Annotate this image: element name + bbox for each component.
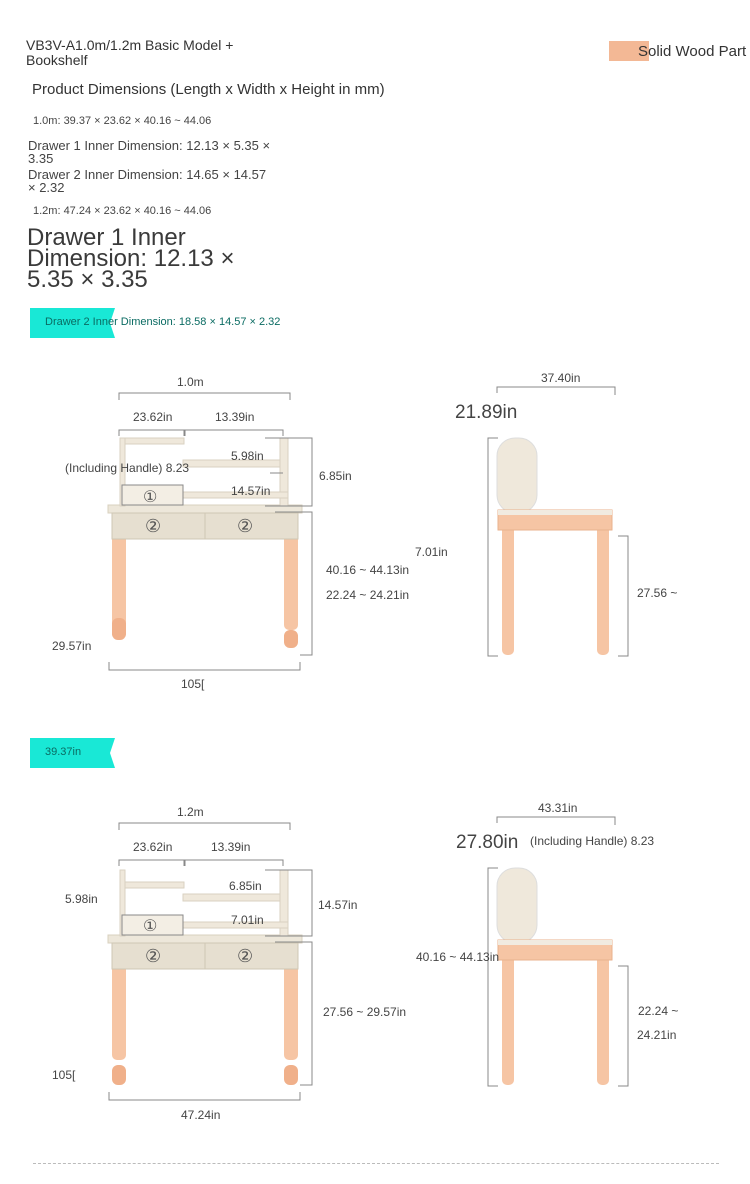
drawer1-dimension-large: Drawer 1 Inner Dimension: 12.13 × 5.35 × 3.35 <box>27 224 235 293</box>
product-title: VB3V-A1.0m/1.2m Basic Model + Bookshelf <box>26 37 234 68</box>
spec-line-12m: 1.2m: 47.24 × 23.62 × 40.16 ~ 44.06 <box>33 205 212 217</box>
desk-front-view-12m <box>108 823 312 1100</box>
side-big-label: 21.89in <box>455 402 518 423</box>
size-tag-label: 39.37in <box>45 746 82 758</box>
shelf-height-label-2: 14.57in <box>231 484 271 498</box>
side-depth-label: 37.40in <box>541 371 581 385</box>
drawer-1-marker: ① <box>143 489 158 506</box>
drawer-2-marker-right-2: ② <box>237 946 254 966</box>
drawer2-dimension: Drawer 2 Inner Dimension: 14.65 × 14.57 × 2.32 <box>28 167 267 195</box>
width-12m-label: 1.2m <box>177 805 204 819</box>
side-left-label: 7.01in <box>415 545 448 559</box>
width-1m-label: 1.0m <box>177 375 204 389</box>
desk-side-view-12m <box>488 817 628 1086</box>
left-small-label: 5.98in <box>65 892 98 906</box>
desk-front-view-1m <box>108 393 312 670</box>
solid-wood-label: Solid Wood Part <box>638 43 747 60</box>
drawer-1-marker-2: ① <box>143 918 158 935</box>
shelf-height-label: 5.98in <box>231 449 264 463</box>
drawer-2-marker-right: ② <box>237 516 254 536</box>
bottom-width-label: 105[ <box>181 677 205 691</box>
drawer2-tag-label: Drawer 2 Inner Dimension: 18.58 × 14.57 × 2.32 <box>45 316 281 328</box>
left-bottom-label: 29.57in <box>52 639 92 653</box>
side-left-label-2: 40.16 ~ 44.13in <box>416 950 500 964</box>
dimensions-heading: Product Dimensions (Length x Width x Height in mm) <box>32 81 385 98</box>
desk-side-view-1m <box>488 387 628 656</box>
size-tag <box>30 738 130 768</box>
handle-label: (Including Handle) 8.23 <box>65 461 190 475</box>
side-depth-label-2: 43.31in <box>538 801 578 815</box>
drawer1-dimension: Drawer 1 Inner Dimension: 12.13 × 5.35 × 3.35 <box>28 138 271 166</box>
drawer-2-marker-left: ② <box>145 516 162 536</box>
side-right-label-2b: 24.21in <box>637 1028 677 1042</box>
side-handle-label-2: (Including Handle) 8.23 <box>530 834 655 848</box>
diagram-1m <box>0 360 750 690</box>
side-big-label-2: 27.80in <box>456 832 519 853</box>
left-width-label: 23.62in <box>133 410 173 424</box>
bottom-divider <box>33 1163 719 1164</box>
leg-range-label: 22.24 ~ 24.21in <box>326 588 410 602</box>
side-right-label: 27.56 ~ <box>637 586 678 600</box>
side-right-label-2a: 22.24 ~ <box>638 1004 679 1018</box>
shelf-height-label-3: 6.85in <box>229 879 262 893</box>
right-width-label-2: 13.39in <box>211 840 251 854</box>
spec-line-1m: 1.0m: 39.37 × 23.62 × 40.16 ~ 44.06 <box>33 115 212 127</box>
side-height-label-2: 14.57in <box>318 898 358 912</box>
shelf-height-label-4: 7.01in <box>231 913 264 927</box>
left-bottom-label-2: 105[ <box>52 1068 76 1082</box>
right-width-label: 13.39in <box>215 410 255 424</box>
drawer2-tag <box>30 308 310 338</box>
height-range-label: 40.16 ~ 44.13in <box>326 563 410 577</box>
height-range-label-2: 27.56 ~ 29.57in <box>323 1005 407 1019</box>
drawer-2-marker-left-2: ② <box>145 946 162 966</box>
side-height-label: 6.85in <box>319 469 352 483</box>
left-width-label-2: 23.62in <box>133 840 173 854</box>
bottom-width-label-2: 47.24in <box>181 1108 221 1122</box>
